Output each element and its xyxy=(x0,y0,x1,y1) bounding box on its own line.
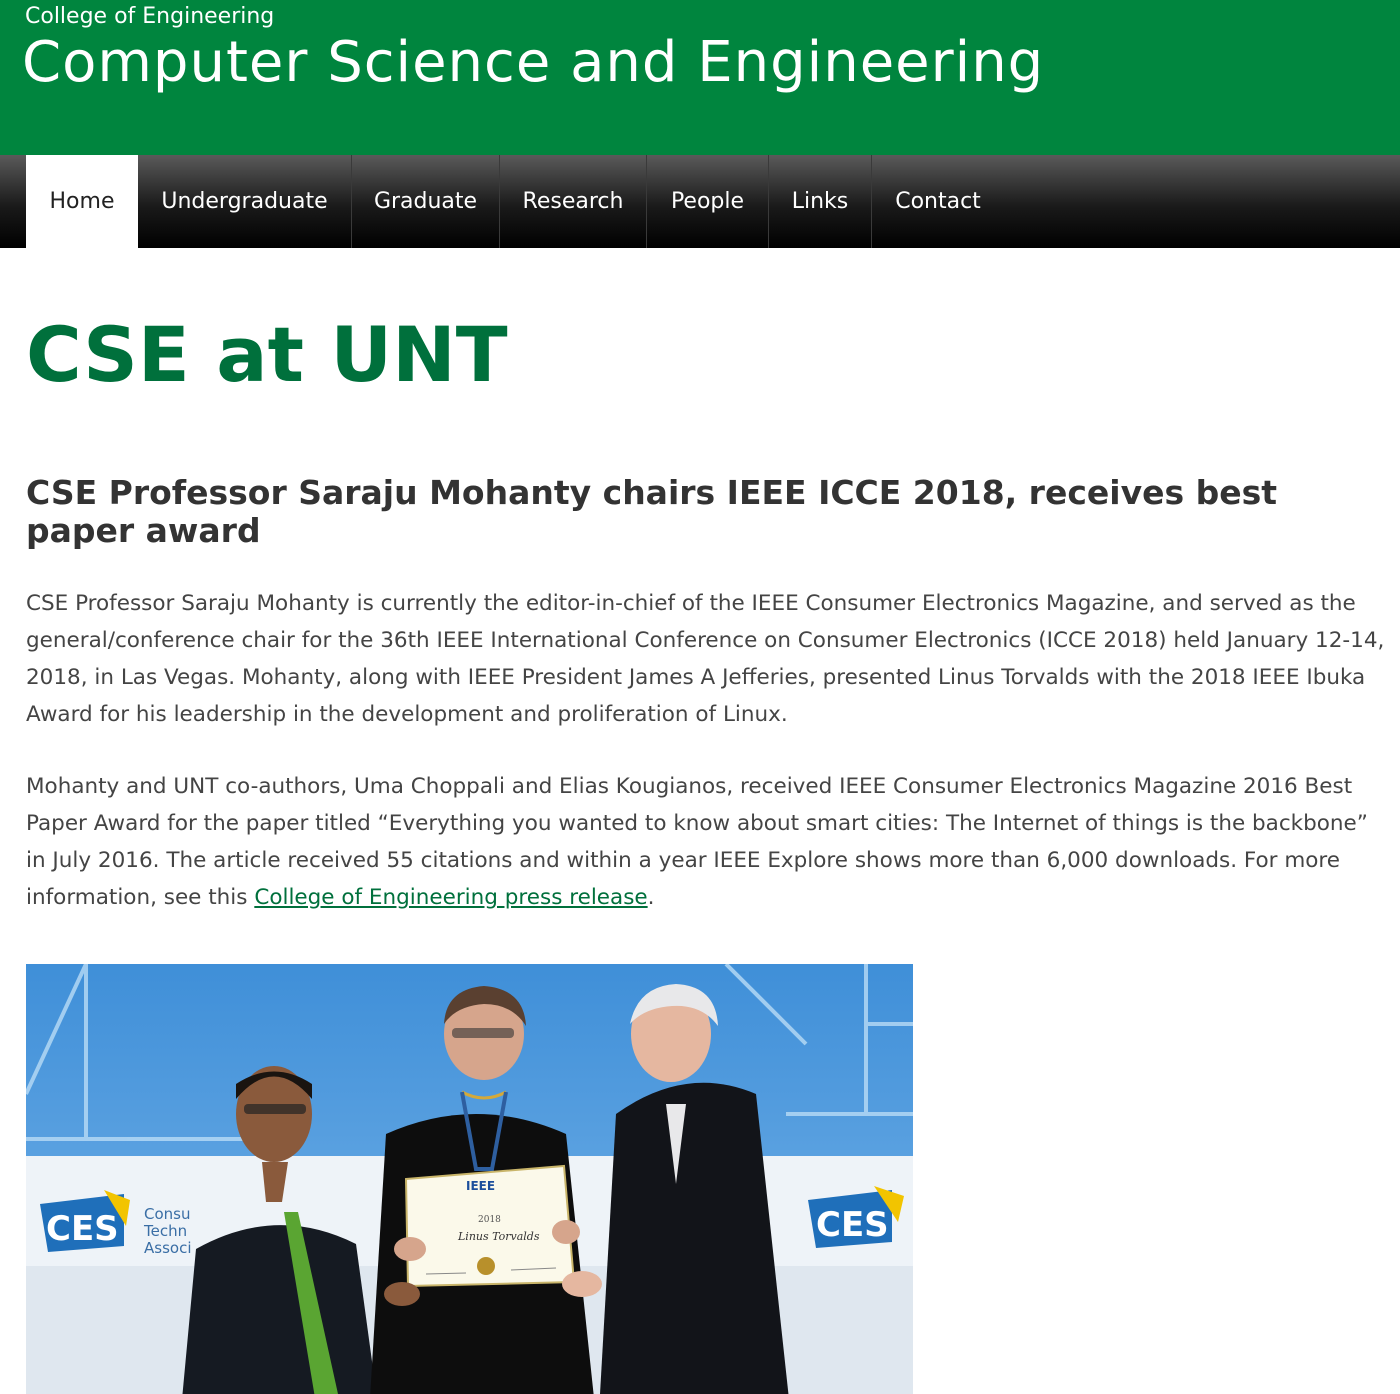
nav-item-contact[interactable]: Contact xyxy=(895,189,981,214)
main-nav xyxy=(0,155,1400,248)
site-header xyxy=(0,0,1400,155)
nav-item-graduate[interactable]: Graduate xyxy=(352,155,500,248)
paragraph-2-end: . xyxy=(647,885,655,910)
college-name[interactable]: College of Engineering xyxy=(25,4,275,29)
svg-text:Associ: Associ xyxy=(144,1239,192,1257)
svg-text:Linus Torvalds: Linus Torvalds xyxy=(458,1230,540,1243)
svg-text:Techn: Techn xyxy=(144,1222,188,1240)
press-release-link[interactable]: College of Engineering press release xyxy=(254,885,648,910)
svg-text:2018: 2018 xyxy=(478,1215,501,1225)
paragraph-2-text: Mohanty and UNT co-authors, Uma Choppali and Elias Kougianos, received IEEE Consumer Electronics Magazine 2016 Best Paper Award for the paper titled “Everything you wanted to know about smart cities: The Internet of things is the backbone” in July 2016. The article received 55 citations and within a year IEEE Explore shows more than 6,000 downloads. For more information, see this xyxy=(26,774,1368,910)
award-certificate xyxy=(406,1166,574,1286)
nav-item-undergraduate[interactable]: Undergraduate xyxy=(138,155,352,248)
article-paragraph-1: CSE Professor Saraju Mohanty is currently the editor-in-chief of the IEEE Consumer Electronics Magazine, and served as the general/conference chair for the 36th IEEE International Conference on Consumer Electronics (ICCE 2018) held January 12-14, 2018, in Las Vegas. Mohanty, along with IEEE President James A Jefferies, presented Linus Torvalds with the 2018 IEEE Ibuka Award for his leadership in the development and proliferation of Linux. xyxy=(26,591,1385,727)
award-photo-illustration xyxy=(26,964,913,1394)
article-paragraph-2 xyxy=(26,768,1386,916)
hand-right xyxy=(562,1271,602,1297)
nav-item-research[interactable]: Research xyxy=(500,155,647,248)
svg-text:IEEE: IEEE xyxy=(466,1179,496,1193)
article-title: CSE Professor Saraju Mohanty chairs IEEE ICCE 2018, receives best paper award xyxy=(26,473,1278,550)
nav-item-home[interactable]: Home xyxy=(26,155,138,248)
page-title: CSE at UNT xyxy=(26,310,508,399)
award-photo xyxy=(26,964,913,1394)
hand-left xyxy=(384,1282,420,1306)
svg-text:Consu: Consu xyxy=(144,1205,191,1223)
svg-text:CES: CES xyxy=(46,1209,119,1249)
svg-text:CES: CES xyxy=(816,1205,889,1245)
nav-item-people[interactable]: People xyxy=(647,155,769,248)
nav-spacer xyxy=(0,155,26,248)
site-title[interactable]: Computer Science and Engineering xyxy=(22,30,1045,95)
nav-item-links[interactable]: Links xyxy=(769,155,872,248)
